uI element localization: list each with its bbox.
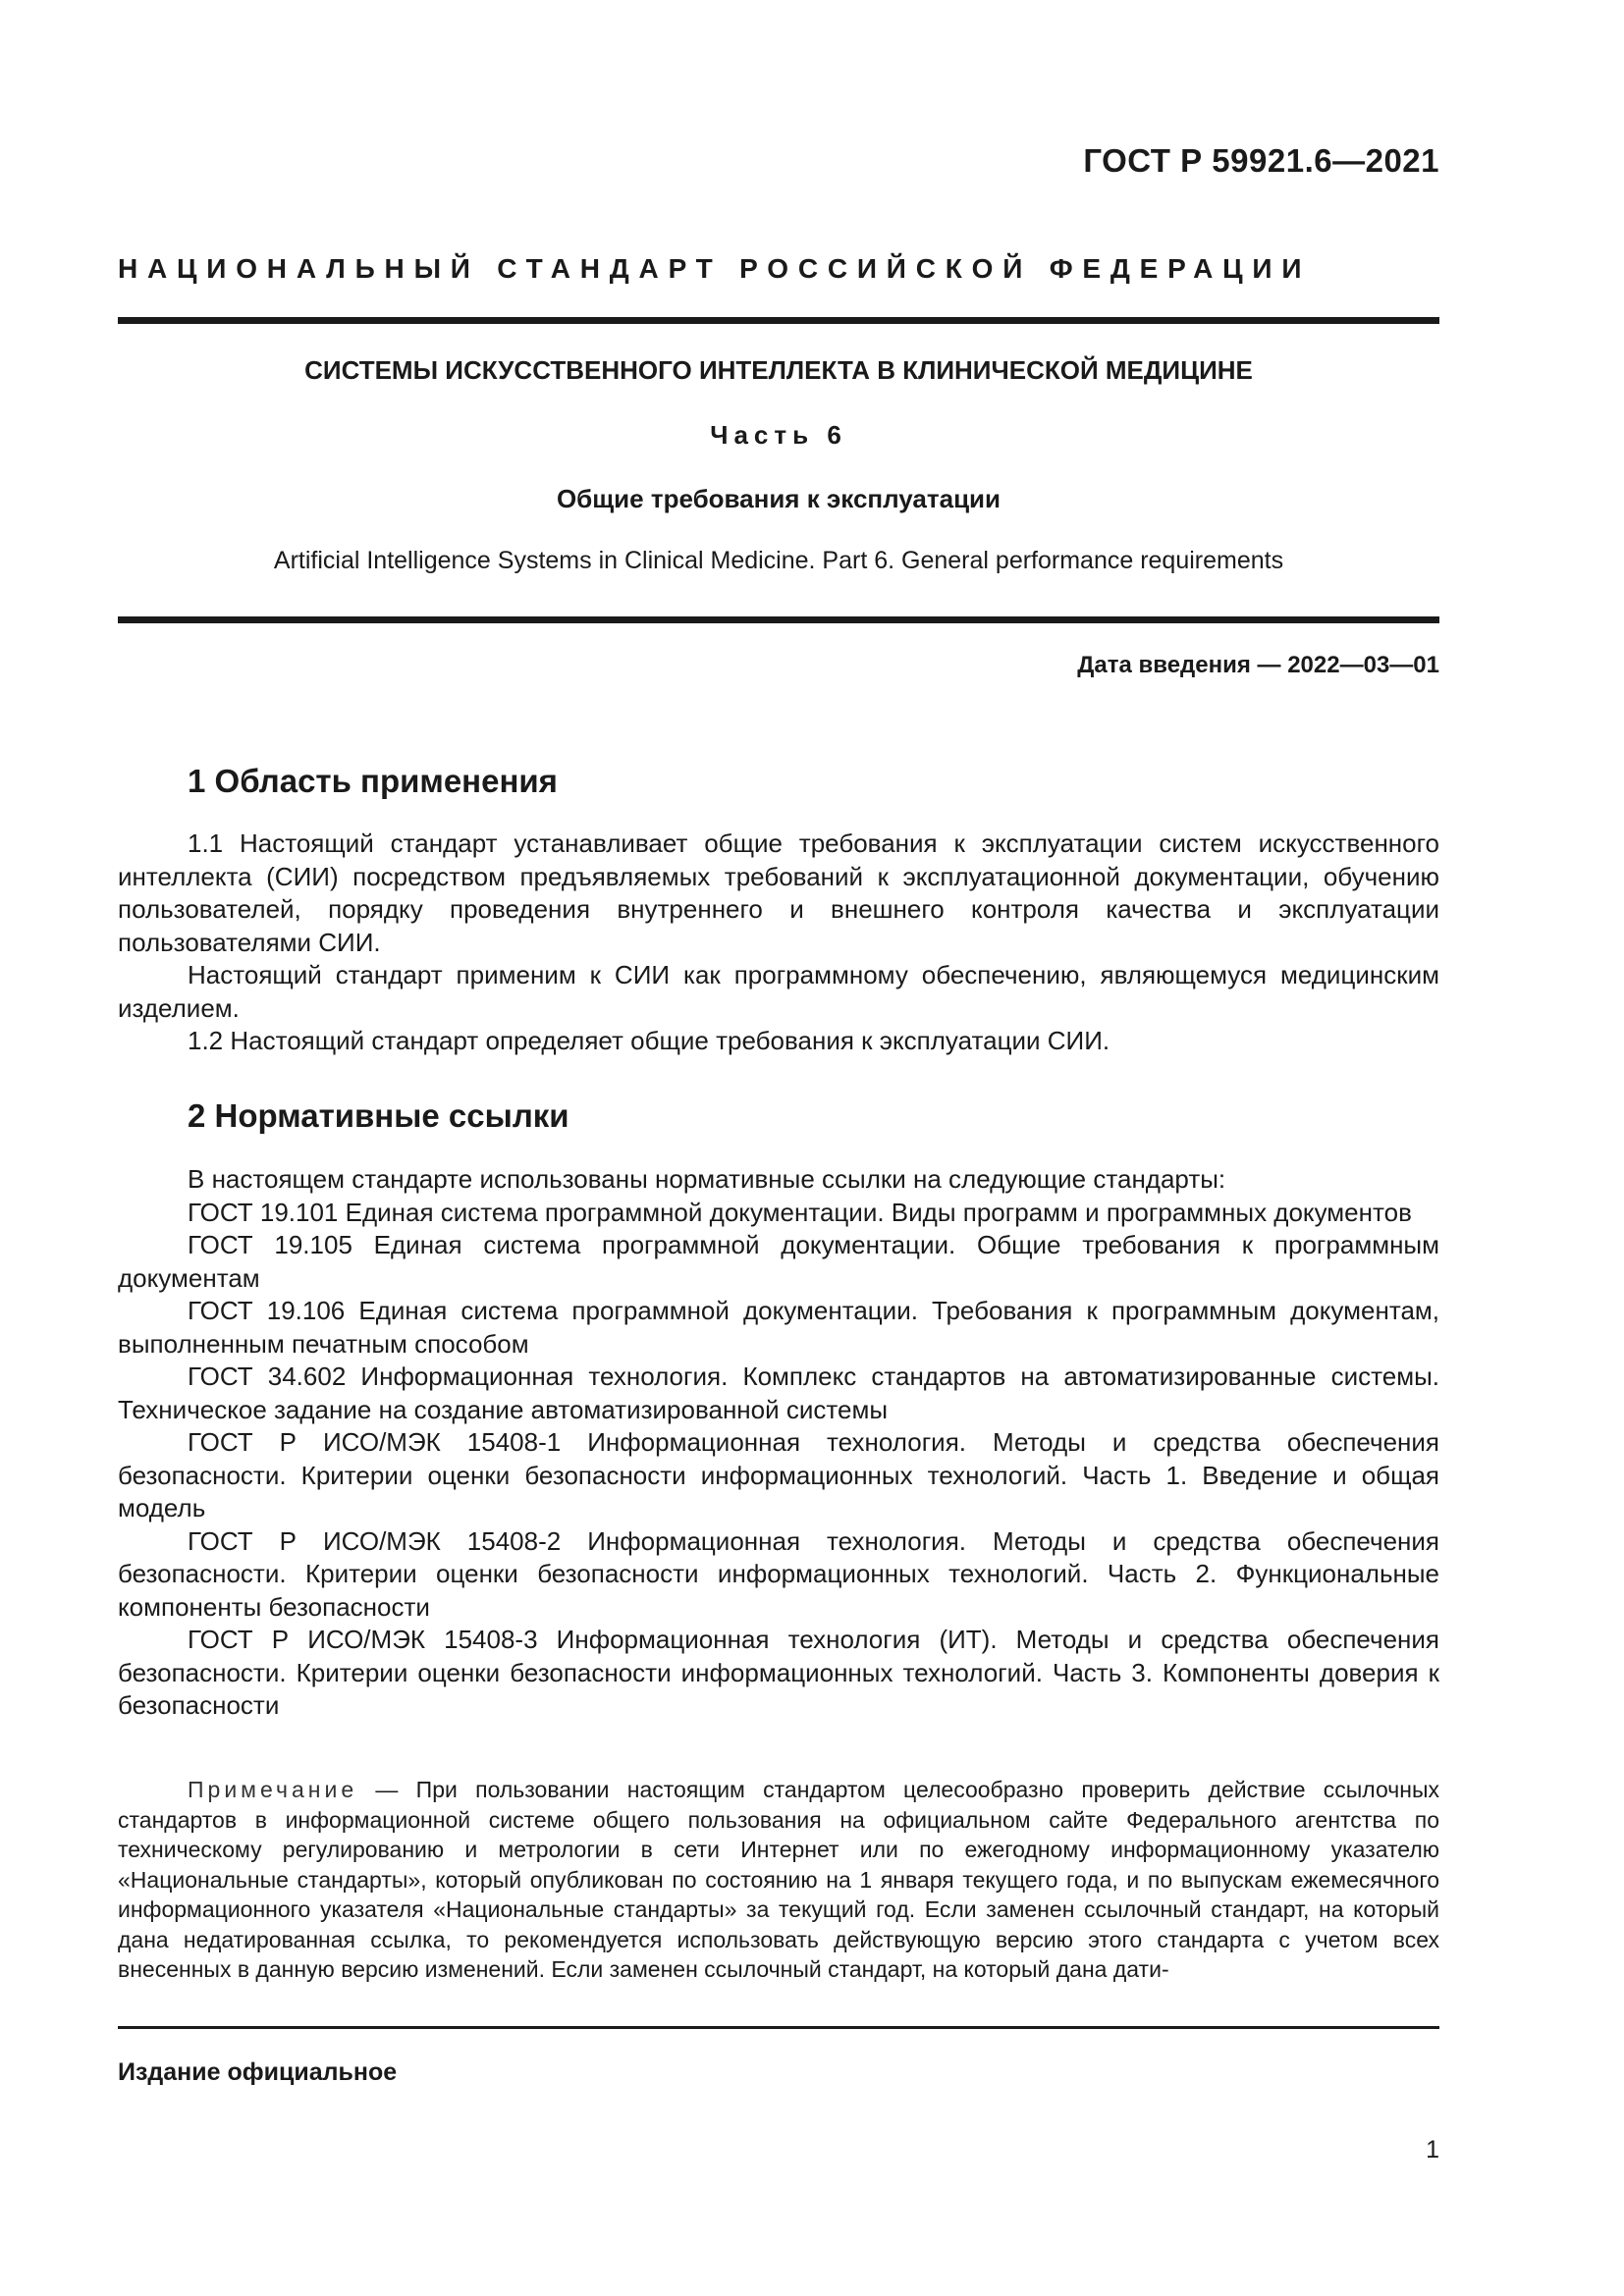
section-2-body [118, 1163, 1439, 1723]
paragraph: Настоящий стандарт применим к СИИ как программному обеспечению, являющемуся медицинским изделием. [118, 960, 1439, 1023]
english-title: Artificial Intelligence Systems in Clinical Medicine. Part 6. General performance requirements [273, 547, 1284, 574]
reference-item: ГОСТ 19.105 Единая система программной документации. Общие требования к программным документам [118, 1230, 1439, 1293]
page-number: 1 [1426, 2136, 1439, 2163]
section-2-heading: 2 Нормативные ссылки [188, 1097, 569, 1134]
note-text: — При пользовании настоящим стандартом целесообразно проверить действие ссылочных стандартов в информационной системе общего пользования на официальном сайте Федерального агентства по техническому регулированию и метрологии в сети Интернет или по ежегодному информационному указателю «Национальные стандарты», который опубликован по состоянию на 1 января текущего года, и по выпускам ежемесячного информационного указателя «Национальные стандарты» за текущий год. Если заменен ссылочный стандарт, на который дана недатированная ссылка, то рекомендуется использовать действующую версию этого стандарта с учетом всех внесенных в данную версию изменений. Если заменен ссылочный стандарт, на который дана дати- [118, 1777, 1439, 1982]
document-title: СИСТЕМЫ ИСКУССТВЕННОГО ИНТЕЛЛЕКТА В КЛИНИЧЕСКОЙ МЕДИЦИНЕ [304, 355, 1253, 385]
reference-item: ГОСТ Р ИСО/МЭК 15408-3 Информационная технология (ИТ). Методы и средства обеспечения безопасности. Критерии оценки безопасности информационных технологий. Часть 3. Компоненты доверия к безопасности [118, 1625, 1439, 1720]
document-number: ГОСТ Р 59921.6—2021 [1083, 142, 1439, 179]
national-standard-banner: НАЦИОНАЛЬНЫЙ СТАНДАРТ РОССИЙСКОЙ ФЕДЕРАЦИИ [118, 253, 1312, 284]
introduction-date: Дата введения — 2022—03—01 [1077, 652, 1439, 678]
note-label: Примечание [188, 1777, 358, 1802]
part-label: Часть 6 [710, 420, 847, 450]
reference-item: ГОСТ 34.602 Информационная технология. Комплекс стандартов на автоматизированные системы. Техническое задание на создание автоматизированной системы [118, 1362, 1439, 1424]
paragraph: 1.1 Настоящий стандарт устанавливает общие требования к эксплуатации систем искусственного интеллекта (СИИ) посредством предъявляемых требований к эксплуатационной документации, обучению пользователей, порядку проведения внутреннего и внешнего контроля качества и эксплуатации пользователями СИИ. [118, 828, 1439, 957]
document-subtitle: Общие требования к эксплуатации [556, 484, 1001, 513]
footer-rule [118, 2026, 1439, 2029]
official-edition-label: Издание официальное [118, 2058, 398, 2086]
paragraph: 1.2 Настоящий стандарт определяет общие требования к эксплуатации СИИ. [188, 1026, 1110, 1055]
reference-item: ГОСТ Р ИСО/МЭК 15408-1 Информационная технология. Методы и средства обеспечения безопасности. Критерии оценки безопасности информационных технологий. Часть 1. Введение и общая модель [118, 1427, 1439, 1522]
reference-item: ГОСТ 19.106 Единая система программной документации. Требования к программным документам, выполненным печатным способом [118, 1296, 1439, 1359]
paragraph: В настоящем стандарте использованы нормативные ссылки на следующие стандарты: [188, 1164, 1226, 1194]
note [118, 1775, 1439, 1985]
reference-item: ГОСТ 19.101 Единая система программной документации. Виды программ и программных документов [188, 1197, 1412, 1227]
reference-item: ГОСТ Р ИСО/МЭК 15408-2 Информационная технология. Методы и средства обеспечения безопасности. Критерии оценки безопасности информационных технологий. Часть 2. Функциональные компоненты безопасности [118, 1525, 1439, 1622]
section-1-body [118, 828, 1439, 1058]
section-1-heading: 1 Область применения [188, 763, 558, 799]
title-bottom-rule [118, 616, 1439, 623]
note-paragraph [118, 1775, 1439, 1985]
top-rule [118, 317, 1439, 324]
